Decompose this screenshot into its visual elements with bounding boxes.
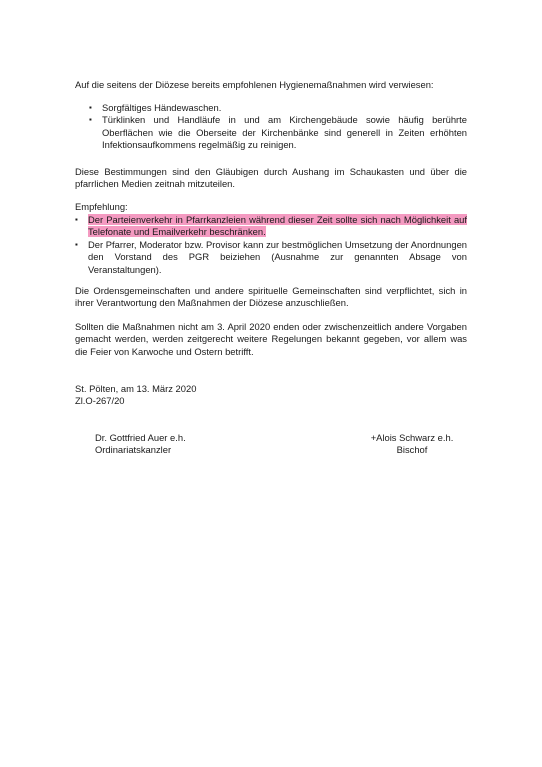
recommendation-section	[75, 201, 467, 213]
continuation-text: Sollten die Maßnahmen nicht am 3. April 2020 enden oder zwischenzeitlich andere Vorgaben gemacht werden, werden zeitgerecht weitere Regelungen bekannt gegeben, vor allem was die Feier von Karwoche und Ostern betrifft.	[75, 321, 467, 357]
signatory-right-name: +Alois Schwarz e.h.	[370, 432, 454, 443]
list-item	[75, 214, 467, 239]
reference-number: Zl.O-267/20	[75, 395, 125, 407]
list-item	[89, 114, 467, 151]
orders-text: Die Ordensgemeinschaften und andere spirituelle Gemeinschaften sind verpflichtet, sich in ihrer Verantwortung den Maßnahmen der Diözese anzuschließen.	[75, 285, 467, 309]
highlighted-recommendation: Der Parteienverkehr in Pfarrkanzleien während dieser Zeit sollte sich nach Möglichkeit auf Telefonate und Emailverkehr beschränken.	[88, 214, 467, 238]
place-date: St. Pölten, am 13. März 2020	[75, 383, 197, 394]
recommendation-label: Empfehlung:	[75, 201, 128, 212]
bullet-icon: ▪	[75, 239, 78, 249]
recommendation-item-text: Der Pfarrer, Moderator bzw. Provisor kann zur bestmöglichen Umsetzung der Anordnungen den Vorstand des PGR beiziehen (Ausnahme zur genannten Absage von Veranstaltungen).	[88, 238, 467, 275]
bullet-icon: ▪	[89, 103, 92, 112]
date-block	[75, 383, 467, 408]
intro-paragraph	[75, 79, 467, 91]
orders-paragraph	[75, 285, 467, 310]
recommendation-list	[75, 214, 467, 276]
hygiene-item-text: Türklinken und Handläufe in und am Kirchengebäude sowie häufig berührte Oberflächen wie die Oberseite der Kirchenbänke sind generell in Zeiten erhöhten Infektionsaufkommens regelmäßig zu reinigen.	[102, 114, 467, 151]
bullet-icon: ▪	[75, 215, 78, 224]
signatory-left-title: Ordinariatskanzler	[95, 444, 172, 456]
list-item	[89, 102, 467, 114]
intro-text: Auf die seitens der Diözese bereits empfohlenen Hygienemaßnahmen wird verwiesen:	[75, 79, 434, 90]
signatory-right-title: Bischof	[396, 444, 428, 456]
signatory-left-name: Dr. Gottfried Auer e.h.	[95, 432, 186, 443]
announcement-text: Diese Bestimmungen sind den Gläubigen durch Aushang im Schaukasten und über die pfarrlichen Medien zeitnah mitzuteilen.	[75, 166, 467, 190]
hygiene-list	[89, 102, 467, 152]
announcement-paragraph	[75, 166, 467, 191]
list-item	[75, 239, 467, 276]
continuation-paragraph	[75, 321, 467, 358]
signature-left	[95, 432, 225, 457]
signature-right	[352, 432, 472, 457]
hygiene-item-text: Sorgfältiges Händewaschen.	[102, 102, 222, 113]
bullet-icon: ▪	[89, 115, 92, 125]
